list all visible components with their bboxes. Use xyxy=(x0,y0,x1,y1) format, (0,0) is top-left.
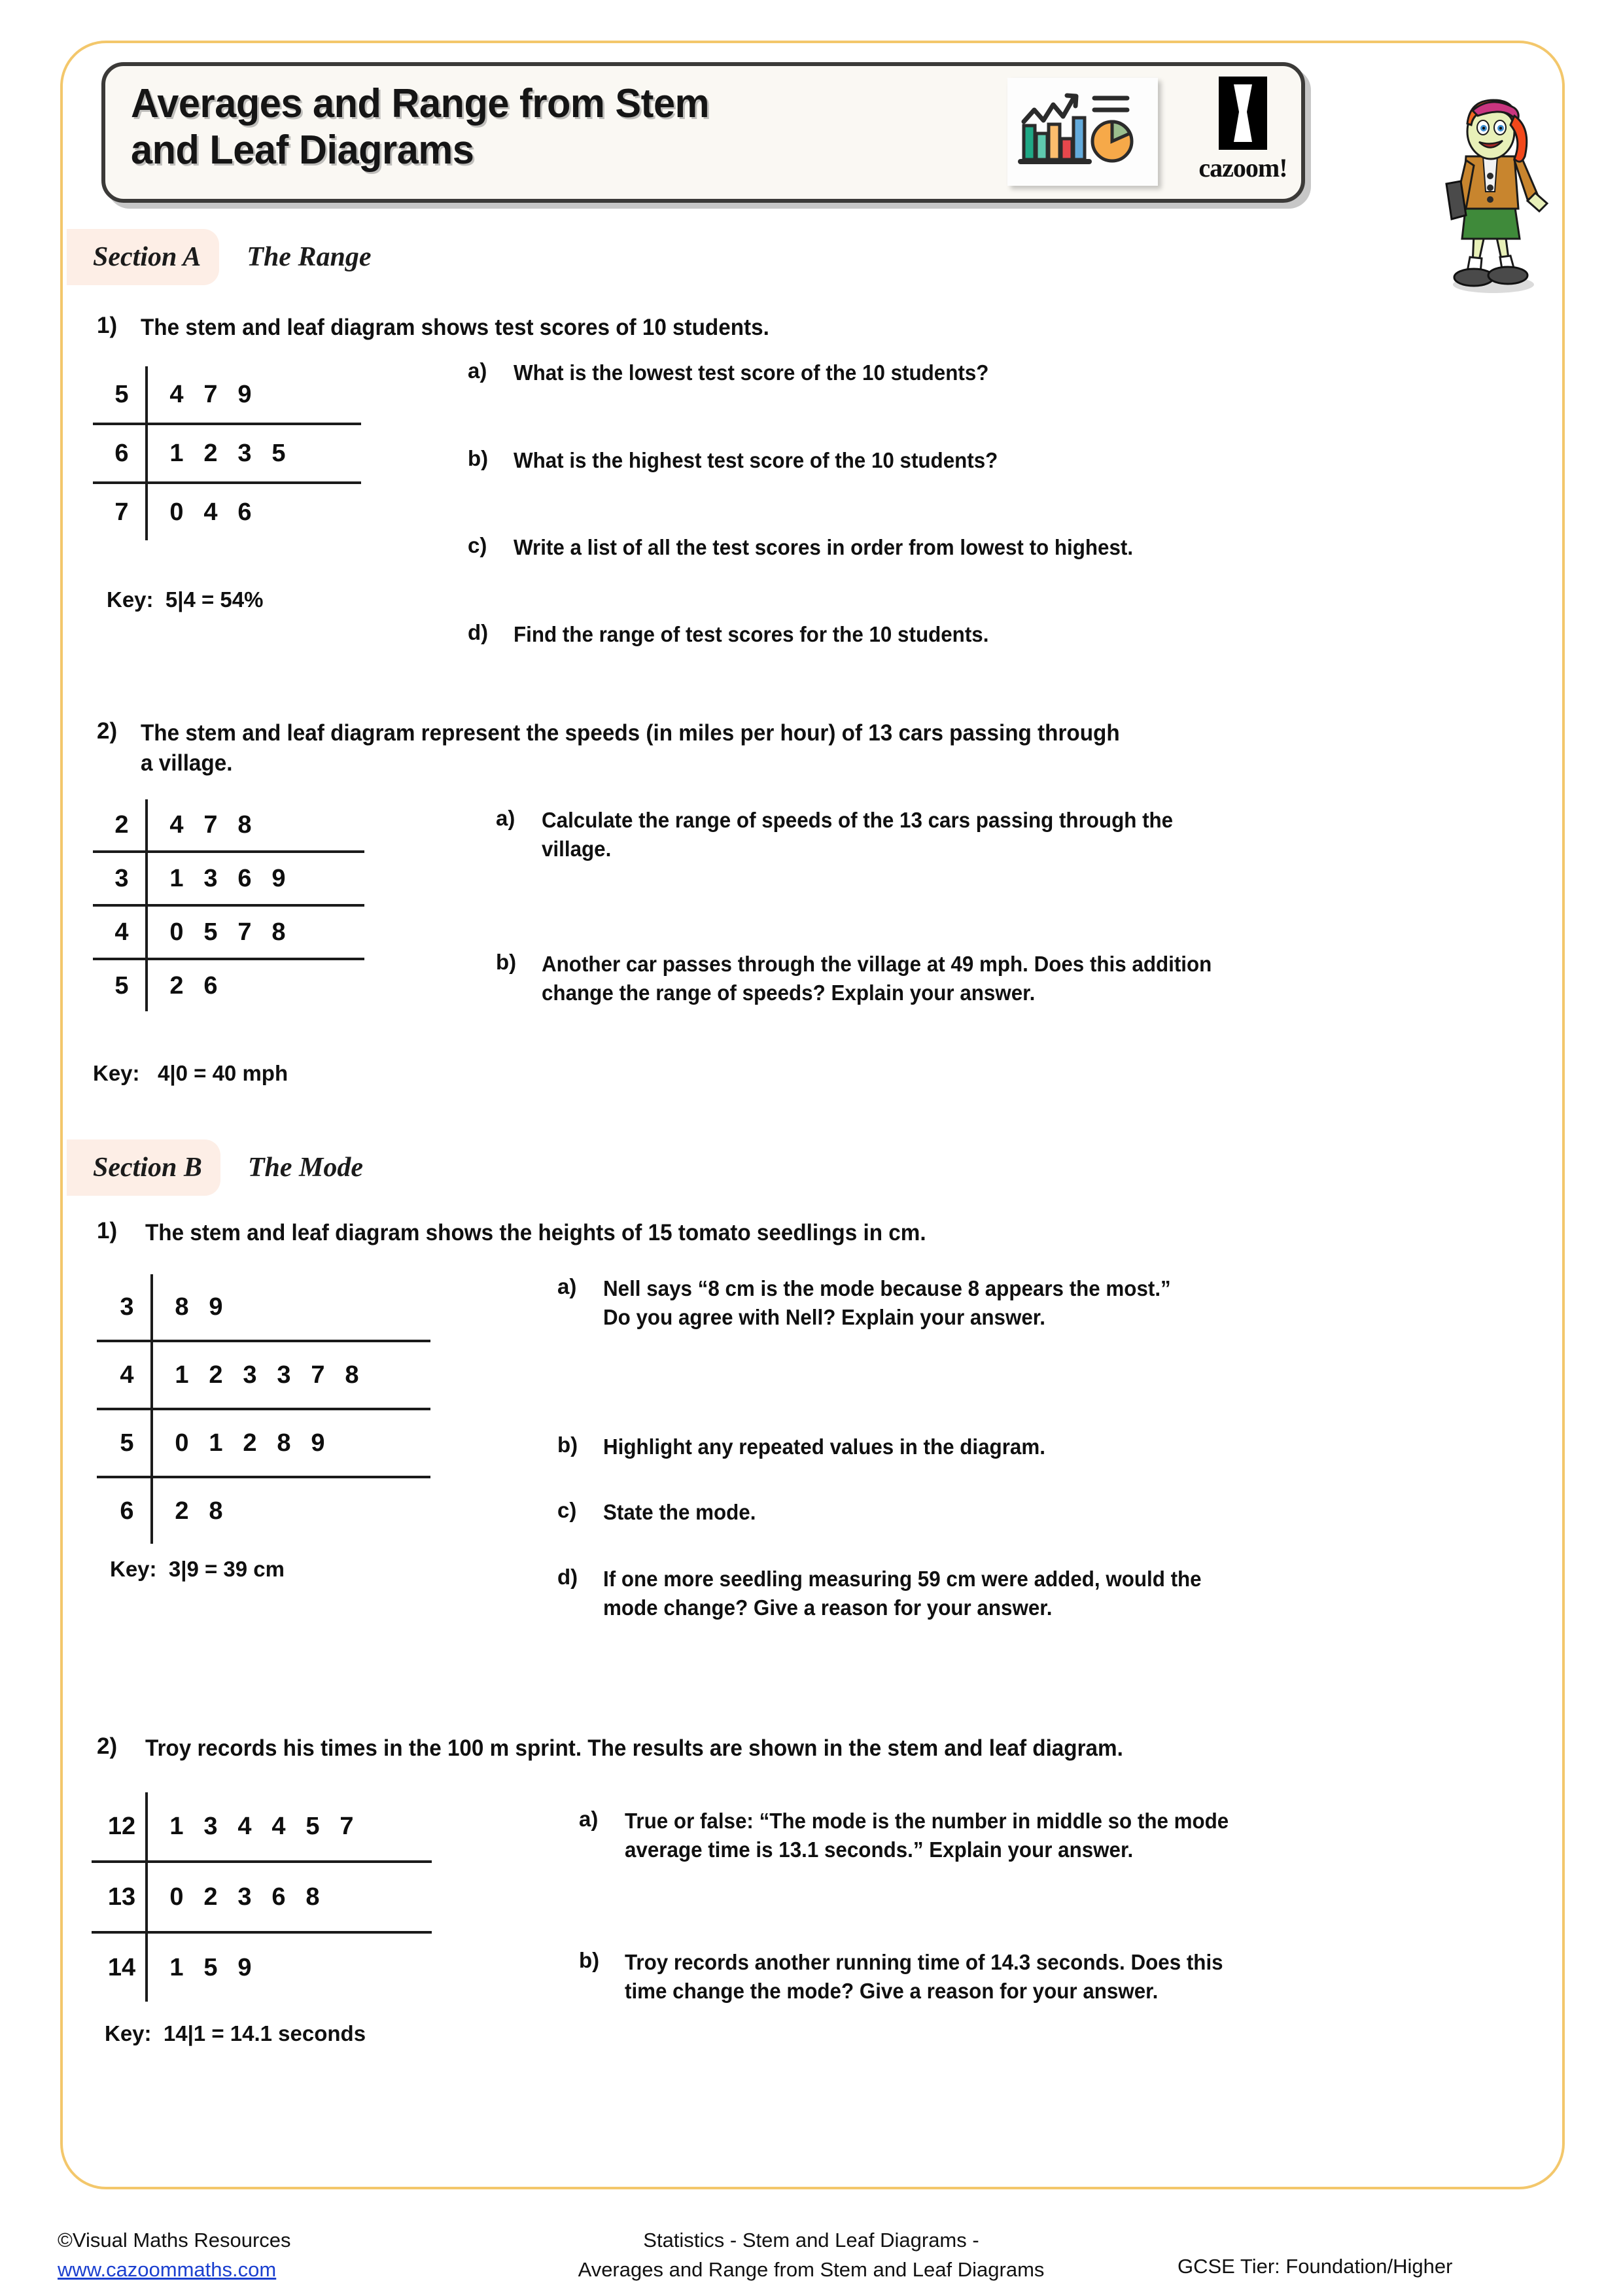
sub-text: Write a list of all the test scores in order from lowest to highest. xyxy=(514,535,1134,559)
sub-text xyxy=(625,1948,1495,2006)
leaf-cell: 9 xyxy=(311,1429,325,1457)
leaf-cell: 3 xyxy=(203,1812,218,1840)
leaf-cells xyxy=(153,1293,233,1321)
worksheet-header xyxy=(101,62,1305,203)
footer-centre xyxy=(497,2226,1125,2285)
table-row xyxy=(98,1792,432,1860)
leaf-cell: 4 xyxy=(203,498,218,526)
student-girl-mascot xyxy=(1423,94,1554,296)
question-number: 2) xyxy=(97,718,118,744)
leaf-cells xyxy=(148,865,296,893)
question-prompt: The stem and leaf diagram shows test scores of 10 students. xyxy=(141,315,769,340)
diagram-key: Key: 14|1 = 14.1 seconds xyxy=(105,2021,366,2045)
leaf-cell: 4 xyxy=(169,380,184,408)
question-number: 1) xyxy=(97,1218,118,1244)
stem-cell: 14 xyxy=(107,1953,136,1981)
sub-text xyxy=(625,1807,1495,1864)
diagram-key: Key: 4|0 = 40 mph xyxy=(93,1061,288,1085)
leaf-cell: 5 xyxy=(203,918,218,946)
leaf-cells xyxy=(148,1954,262,1982)
stem-cell: 3 xyxy=(114,864,129,892)
section-b-header xyxy=(93,1139,364,1196)
sub-text-line2: Do you agree with Nell? Explain your answer. xyxy=(603,1305,1045,1330)
leaf-cell: 3 xyxy=(237,1883,252,1911)
question-prompt: Troy records his times in the 100 m sprint. The results are shown in the stem and leaf diagram. xyxy=(145,1735,1123,1761)
sub-text: What is the lowest test score of the 10 students? xyxy=(514,360,989,385)
leaf-cells xyxy=(148,498,262,527)
stem-leaf-diagram xyxy=(98,1792,432,2002)
leaf-cell: 0 xyxy=(169,498,184,526)
sub-text: What is the highest test score of the 10 students? xyxy=(514,448,998,472)
leaf-cell: 8 xyxy=(209,1497,223,1525)
leaf-cell: 3 xyxy=(237,439,252,467)
leaf-cell: 8 xyxy=(175,1293,189,1321)
sub-text: State the mode. xyxy=(603,1500,756,1524)
leaf-cells xyxy=(148,1883,330,1911)
sub-label: b) xyxy=(557,1433,578,1457)
sub-label: c) xyxy=(557,1498,577,1522)
table-row xyxy=(98,366,361,423)
leaf-cells xyxy=(148,1813,364,1841)
leaf-cell: 6 xyxy=(203,971,218,1000)
footer-topic-line1: Statistics - Stem and Leaf Diagrams - xyxy=(643,2229,979,2252)
leaf-cells xyxy=(153,1429,335,1457)
sub-text-line2: mode change? Give a reason for your answer. xyxy=(603,1595,1053,1620)
leaf-cell: 4 xyxy=(271,1812,286,1840)
leaf-cell: 8 xyxy=(277,1429,291,1457)
sub-text-line2: village. xyxy=(542,837,612,861)
leaf-cell: 7 xyxy=(237,918,252,946)
diagram-key: Key: 5|4 = 54% xyxy=(107,587,264,612)
sub-label: a) xyxy=(468,358,487,383)
table-row xyxy=(103,1478,430,1544)
table-row xyxy=(98,853,364,904)
leaf-cell: 0 xyxy=(169,1883,184,1911)
sub-text xyxy=(603,1565,1492,1622)
leaf-cell: 5 xyxy=(203,1953,218,1981)
cazoom-wordmark: cazoom! xyxy=(1198,153,1287,183)
section-b-label: Section B xyxy=(93,1153,202,1183)
leaf-cell: 9 xyxy=(237,380,252,408)
footer-left xyxy=(58,2226,291,2285)
sub-label: a) xyxy=(496,806,515,830)
leaf-cell: 0 xyxy=(169,918,184,946)
stem-cell: 13 xyxy=(107,1883,136,1911)
leaf-cell: 9 xyxy=(209,1293,223,1321)
sub-text-line1: If one more seedling measuring 59 cm were added, would the xyxy=(603,1567,1202,1591)
leaf-cells xyxy=(148,811,262,839)
stem-cell: 4 xyxy=(114,918,129,946)
sub-text-line1: Nell says “8 cm is the mode because 8 appears the most.” xyxy=(603,1276,1171,1300)
section-a-header xyxy=(93,229,372,285)
question-number: 2) xyxy=(97,1733,118,1759)
leaf-cells xyxy=(148,972,228,1000)
leaf-cell: 8 xyxy=(271,918,286,946)
leaf-cell: 8 xyxy=(305,1883,320,1911)
sub-text xyxy=(542,806,1486,863)
leaf-cell: 1 xyxy=(209,1429,223,1457)
stem-cell: 5 xyxy=(114,971,129,1000)
footer-topic-line2: Averages and Range from Stem and Leaf Diagrams xyxy=(578,2257,1045,2281)
section-a-chip xyxy=(67,229,219,285)
section-a-label: Section A xyxy=(93,242,201,272)
cazoom-logo xyxy=(1191,77,1295,191)
leaf-cell: 4 xyxy=(169,810,184,839)
question-prompt xyxy=(141,718,1415,778)
leaf-cell: 6 xyxy=(271,1883,286,1911)
leaf-cell: 2 xyxy=(203,439,218,467)
section-b-chip xyxy=(67,1139,220,1196)
sub-text-line1: Another car passes through the village at 49 mph. Does this addition xyxy=(542,952,1212,976)
leaf-cell: 0 xyxy=(175,1429,189,1457)
stem-cell: 6 xyxy=(114,439,129,467)
stem-leaf-diagram xyxy=(103,1274,430,1544)
bar-pie-chart-icon xyxy=(1007,78,1158,186)
sub-label: b) xyxy=(496,950,517,974)
sub-text-line2: average time is 13.1 seconds.” Explain your answer. xyxy=(625,1837,1134,1862)
table-row xyxy=(103,1342,430,1408)
leaf-cells xyxy=(153,1361,369,1389)
sub-label: d) xyxy=(557,1565,578,1589)
page-title-line2: and Leaf Diagrams xyxy=(131,128,474,173)
sub-label: a) xyxy=(579,1807,599,1831)
leaf-cell: 8 xyxy=(237,810,252,839)
stem-cell: 6 xyxy=(120,1497,134,1525)
leaf-cell: 3 xyxy=(277,1361,291,1389)
leaf-cell: 3 xyxy=(243,1361,257,1389)
stem-cell: 5 xyxy=(120,1429,134,1457)
stem-cell: 5 xyxy=(114,380,129,408)
table-row xyxy=(98,799,364,850)
leaf-cell: 2 xyxy=(169,971,184,1000)
leaf-cell: 2 xyxy=(209,1361,223,1389)
leaf-cell: 2 xyxy=(203,1883,218,1911)
leaf-cells xyxy=(148,381,262,409)
leaf-cell: 3 xyxy=(203,864,218,892)
stem-cell: 12 xyxy=(107,1812,136,1840)
stem-leaf-diagram xyxy=(98,799,364,1011)
leaf-cell: 1 xyxy=(169,439,184,467)
leaf-cell: 7 xyxy=(203,810,218,839)
cazoom-hourglass-icon xyxy=(1219,77,1267,150)
sub-text-line1: Troy records another running time of 14.3 seconds. Does this xyxy=(625,1950,1223,1974)
sub-text-line2: time change the mode? Give a reason for your answer. xyxy=(625,1979,1159,2004)
page-footer xyxy=(0,2221,1623,2296)
leaf-cells xyxy=(148,440,296,468)
stem-cell: 2 xyxy=(114,810,129,839)
stem-cell: 4 xyxy=(120,1361,134,1389)
leaf-cell: 1 xyxy=(175,1361,189,1389)
leaf-cell: 9 xyxy=(271,864,286,892)
leaf-cell: 5 xyxy=(271,439,286,467)
leaf-cell: 7 xyxy=(340,1812,354,1840)
question-number: 1) xyxy=(97,313,118,338)
table-row xyxy=(98,425,361,481)
sub-label: a) xyxy=(557,1274,577,1298)
sub-text-line1: True or false: “The mode is the number in middle so the mode xyxy=(625,1809,1229,1833)
diagram-key: Key: 3|9 = 39 cm xyxy=(110,1557,285,1581)
gcse-tier-text: GCSE Tier: Foundation/Higher xyxy=(1178,2255,1453,2278)
sub-text: Highlight any repeated values in the diagram. xyxy=(603,1435,1045,1459)
leaf-cell: 2 xyxy=(243,1429,257,1457)
table-row xyxy=(98,484,361,540)
table-row xyxy=(98,907,364,958)
section-a-topic: The Range xyxy=(247,242,372,272)
sub-text-line2: change the range of speeds? Explain your answer. xyxy=(542,981,1036,1005)
leaf-cell: 7 xyxy=(203,380,218,408)
table-row xyxy=(98,960,364,1011)
question-prompt-line2: a village. xyxy=(141,750,233,776)
sub-label: d) xyxy=(468,620,489,644)
section-b-topic: The Mode xyxy=(247,1153,364,1183)
sub-label: b) xyxy=(579,1948,600,1972)
leaf-cell: 6 xyxy=(237,864,252,892)
table-row xyxy=(103,1274,430,1340)
stem-leaf-diagram xyxy=(98,366,361,540)
stem-cell: 3 xyxy=(120,1293,134,1321)
leaf-cells xyxy=(153,1497,233,1525)
leaf-cell: 9 xyxy=(237,1953,252,1981)
question-prompt: The stem and leaf diagram shows the heights of 15 tomato seedlings in cm. xyxy=(145,1220,926,1245)
stem-cell: 7 xyxy=(114,498,129,526)
leaf-cell: 1 xyxy=(169,1953,184,1981)
sub-text xyxy=(603,1274,1492,1332)
cazoommaths-website-link[interactable]: www.cazoommaths.com xyxy=(58,2257,277,2281)
copyright-text: ©Visual Maths Resources xyxy=(58,2229,291,2252)
table-row xyxy=(98,1934,432,2002)
leaf-cell: 8 xyxy=(345,1361,359,1389)
leaf-cell: 2 xyxy=(175,1497,189,1525)
sub-label: b) xyxy=(468,446,489,470)
page-title xyxy=(131,80,916,174)
leaf-cell: 6 xyxy=(237,498,252,526)
leaf-cell: 5 xyxy=(305,1812,320,1840)
page-title-line1: Averages and Range from Stem xyxy=(131,81,710,126)
leaf-cell: 4 xyxy=(237,1812,252,1840)
question-prompt-line1: The stem and leaf diagram represent the speeds (in miles per hour) of 13 cars passing through xyxy=(141,720,1120,746)
table-row xyxy=(103,1410,430,1476)
sub-text xyxy=(542,950,1493,1007)
leaf-cell: 7 xyxy=(311,1361,325,1389)
leaf-cell: 1 xyxy=(169,1812,184,1840)
sub-text: Find the range of test scores for the 10 students. xyxy=(514,622,989,646)
table-row xyxy=(98,1863,432,1931)
leaf-cell: 1 xyxy=(169,864,184,892)
sub-label: c) xyxy=(468,533,487,557)
sub-text-line1: Calculate the range of speeds of the 13 cars passing through the xyxy=(542,808,1174,832)
leaf-cells xyxy=(148,918,296,947)
